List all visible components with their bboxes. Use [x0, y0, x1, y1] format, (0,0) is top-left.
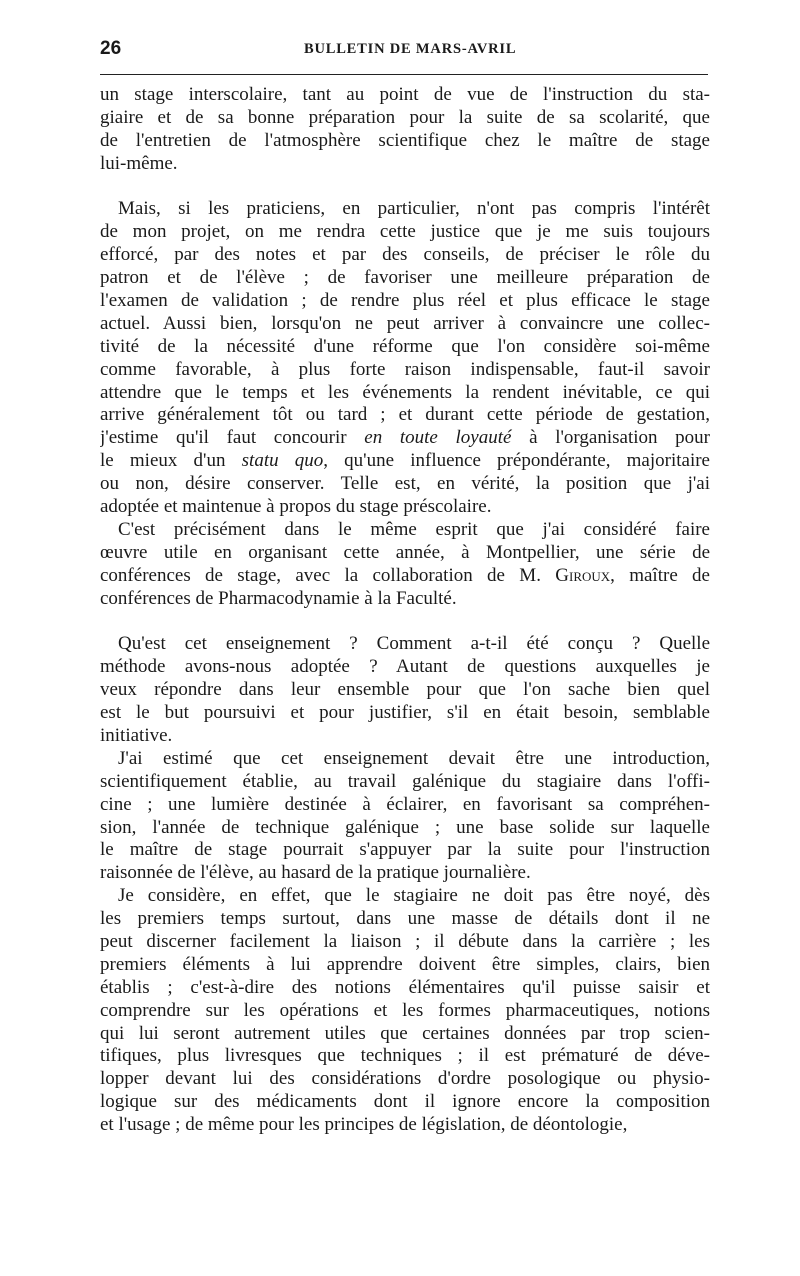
text-line: tivité de la nécessité d'une réforme que l'on considère soi-même: [100, 335, 710, 357]
text-line: le maître de stage pourrait s'appuyer par la suite pour l'instruction: [100, 839, 710, 861]
header-rule: [100, 74, 708, 75]
text-line: J'ai estimé que cet enseignement devait être une introduction,: [118, 747, 710, 769]
text-line: Mais, si les praticiens, en particulier, n'ont pas compris l'intérêt: [118, 198, 710, 220]
text-line: le mieux d'un statu quo, qu'une influence prépondérante, majoritaire: [100, 450, 710, 472]
page-header: [100, 38, 708, 68]
text-line: patron et de l'élève ; de favoriser une meilleure préparation de: [100, 267, 710, 289]
text-line: de mon projet, on me rendra cette justice que je me suis toujours: [100, 221, 710, 243]
text-line: premiers éléments à lui apprendre doivent être simples, clairs, bien: [100, 953, 710, 975]
text-line: les premiers temps surtout, dans une masse de détails dont il ne: [100, 908, 710, 930]
text-line: giaire et de sa bonne préparation pour la suite de sa scolarité, que: [100, 106, 710, 128]
text-line: conférences de Pharmacodynamie à la Faculté.: [100, 587, 457, 609]
text-line: veux répondre dans leur ensemble pour que l'on sache bien quel: [100, 679, 710, 701]
text-line: Qu'est cet enseignement ? Comment a-t-il été conçu ? Quelle: [118, 633, 710, 655]
text-line: arrive généralement tôt ou tard ; et durant cette période de gestation,: [100, 404, 710, 426]
text-line: conférences de stage, avec la collaboration de M. Giroux, maître de: [100, 564, 710, 586]
text-line: lopper devant lui des considérations d'ordre posologique ou physio-: [100, 1068, 710, 1090]
text-line: comprendre sur les opérations et les formes pharmaceutiques, notions: [100, 999, 710, 1021]
page-number: 26: [100, 38, 122, 59]
text-line: C'est précisément dans le même esprit que j'ai considéré faire: [118, 518, 710, 540]
text-line: initiative.: [100, 724, 173, 746]
text-line: scientifiquement établie, au travail galénique du stagiaire dans l'offi-: [100, 770, 710, 792]
text-line: Je considère, en effet, que le stagiaire ne doit pas être noyé, dès: [118, 885, 710, 907]
text-line: raisonnée de l'élève, au hasard de la pratique journalière.: [100, 862, 531, 884]
text-line: méthode avons-nous adoptée ? Autant de questions auxquelles je: [100, 656, 710, 678]
paragraph: [100, 84, 710, 176]
text-line: j'estime qu'il faut concourir en toute loyauté à l'organisation pour: [100, 427, 710, 449]
paragraph: [100, 633, 710, 747]
body-text: [100, 84, 710, 1137]
text-line: établis ; c'est-à-dire des notions élémentaires qu'il puisse saisir et: [100, 976, 710, 998]
text-line: efforcé, par des notes et par des conseils, de préciser le rôle du: [100, 244, 710, 266]
text-line: œuvre utile en organisant cette année, à Montpellier, une série de: [100, 541, 710, 563]
text-line: de l'entretien de l'atmosphère scientifique chez le maître de stage: [100, 129, 710, 151]
text-line: attendre que le temps et les événements la rendent inévitable, ce qui: [100, 381, 710, 403]
text-line: actuel. Aussi bien, lorsqu'on ne peut arriver à convaincre une collec-: [100, 312, 710, 334]
text-line: comme favorable, à plus forte raison indispensable, faut-il savoir: [100, 358, 710, 380]
running-title: BULLETIN DE MARS-AVRIL: [304, 41, 517, 57]
text-line: et l'usage ; de même pour les principes de législation, de déontologie,: [100, 1114, 628, 1136]
paragraph: [100, 519, 710, 611]
text-line: tifiques, plus livresques que techniques ; il est prématuré de déve-: [100, 1045, 710, 1067]
text-line: ou non, désire conserver. Telle est, en vérité, la position que j'ai: [100, 473, 710, 495]
paragraph: [100, 885, 710, 1137]
text-line: adoptée et maintenue à propos du stage préscolaire.: [100, 496, 492, 518]
paragraph: [100, 748, 710, 885]
text-line: un stage interscolaire, tant au point de vue de l'instruction du sta-: [100, 84, 710, 105]
paragraph: [100, 198, 710, 518]
text-line: est le but poursuivi et pour justifier, s'il en était besoin, semblable: [100, 702, 710, 724]
text-line: cine ; une lumière destinée à éclairer, en favorisant sa compréhen-: [100, 793, 710, 815]
text-line: sion, l'année de technique galénique ; une base solide sur laquelle: [100, 816, 710, 838]
text-line: l'examen de validation ; de rendre plus réel et plus efficace le stage: [100, 290, 710, 312]
text-line: qui lui seront autrement utiles que certaines données par trop scien-: [100, 1022, 710, 1044]
text-line: lui-même.: [100, 152, 178, 174]
text-line: peut discerner facilement la liaison ; il débute dans la carrière ; les: [100, 930, 710, 952]
text-line: logique sur des médicaments dont il ignore encore la composition: [100, 1091, 710, 1113]
